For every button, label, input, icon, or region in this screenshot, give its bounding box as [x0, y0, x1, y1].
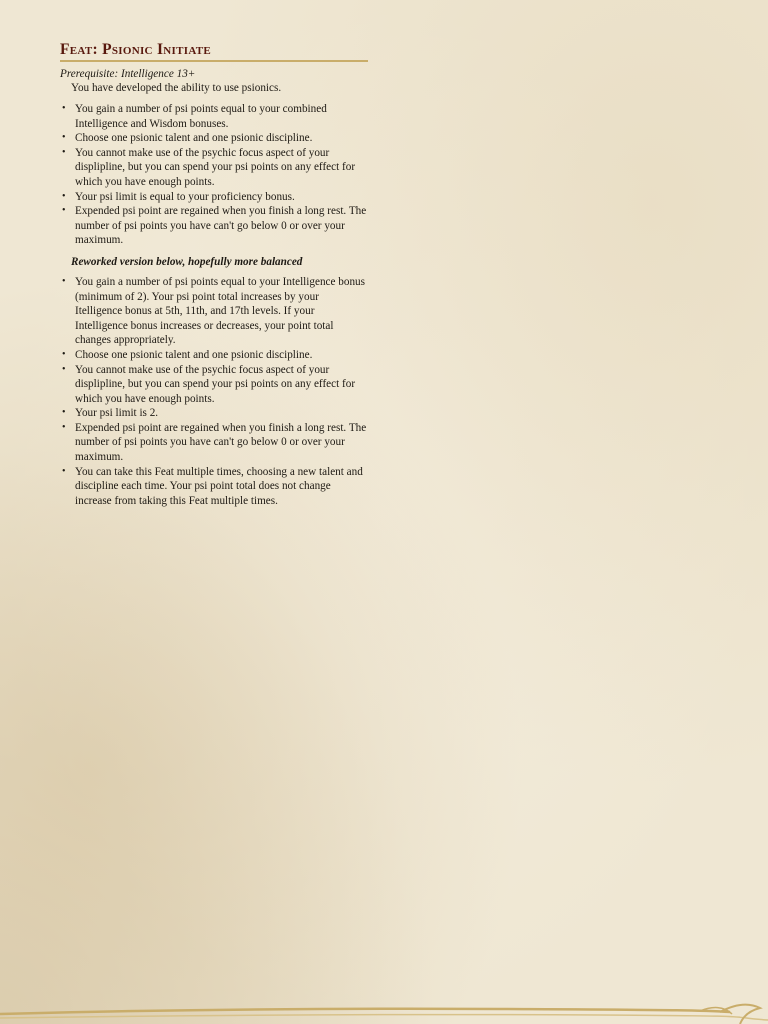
bullet-icon: •	[62, 103, 66, 114]
list-item	[60, 348, 368, 363]
list-item-text: Expended psi point are regained when you finish a long rest. The number of psi points you have can't go below 0 or over your maximum.	[75, 205, 367, 247]
list-item-text: Expended psi point are regained when you finish a long rest. The number of psi points you have can't go below 0 or over your maximum.	[75, 421, 367, 464]
feat-title: Feat: Psionic Initiate	[60, 41, 212, 58]
original-rules-list	[60, 102, 368, 248]
list-item-text: You gain a number of psi points equal to your combined Intelligence and Wisdom bonuses.	[75, 103, 327, 130]
bullet-icon: •	[62, 348, 66, 360]
list-item	[60, 406, 368, 421]
list-item-text: You cannot make use of the psychic focus aspect of your displipline, but you can spend your psi points on any effect for which you have enough points.	[75, 146, 356, 188]
list-item-text: You can take this Feat multiple times, choosing a new talent and discipline each time. Your psi point total does not change increase from taking this Feat multiple times.	[75, 465, 363, 507]
prerequisite: Prerequisite: Intelligence 13+	[60, 68, 196, 80]
list-item	[60, 465, 368, 509]
list-item	[60, 131, 368, 146]
list-item	[60, 204, 368, 248]
list-item	[60, 363, 368, 407]
feat-intro: You have developed the ability to use psionics.	[71, 82, 282, 94]
bullet-icon: •	[62, 407, 66, 419]
list-item-text: Choose one psionic talent and one psionic discipline.	[75, 132, 313, 145]
bullet-icon: •	[62, 205, 66, 217]
bullet-icon: •	[62, 190, 66, 202]
bullet-icon: •	[62, 275, 66, 287]
bullet-icon: •	[62, 146, 66, 158]
list-item	[60, 146, 368, 190]
title-divider	[60, 60, 368, 62]
bullet-icon: •	[62, 421, 66, 433]
footer-ornament-icon	[0, 984, 768, 1024]
list-item	[60, 102, 368, 131]
feat-column	[60, 40, 368, 508]
list-item-text: Choose one psionic talent and one psionic discipline.	[75, 348, 313, 361]
reworked-rules-list	[60, 275, 368, 509]
reworked-heading: Reworked version below, hopefully more balanced	[71, 255, 303, 268]
list-item-text: You gain a number of psi points equal to your Intelligence bonus (minimum of 2). Your psi point total increases by your Itelligence bonus at 5th, 11th, and 17th levels. If your Intelligence bonus increases or decreases, your point total changes appropriately.	[75, 275, 366, 347]
bullet-icon: •	[62, 465, 66, 477]
bullet-icon: •	[62, 132, 66, 144]
list-item-text: Your psi limit is 2.	[75, 407, 159, 420]
bullet-icon: •	[62, 363, 66, 375]
list-item-text: Your psi limit is equal to your proficiency bonus.	[75, 190, 295, 203]
list-item	[60, 275, 368, 348]
list-item-text: You cannot make use of the psychic focus aspect of your displipline, but you can spend your psi points on any effect for which you have enough points.	[75, 363, 356, 405]
list-item	[60, 190, 368, 205]
list-item	[60, 421, 368, 465]
